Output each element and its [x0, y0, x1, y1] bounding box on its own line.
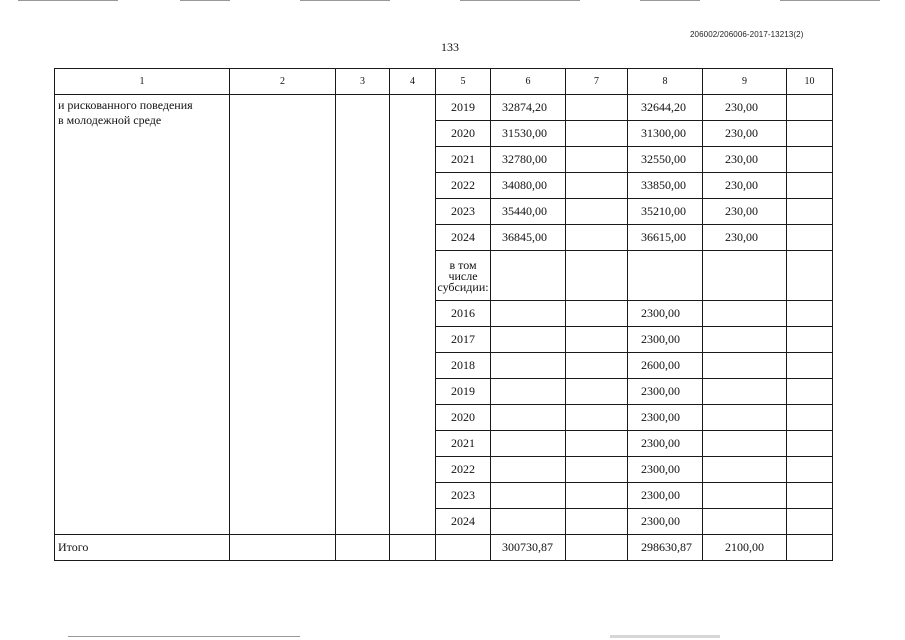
empty-cell — [787, 431, 833, 457]
empty-cell — [390, 535, 436, 561]
empty-cell — [566, 121, 628, 147]
empty-cell — [628, 251, 703, 301]
empty-cell — [787, 173, 833, 199]
year-cell: 2018 — [436, 353, 491, 379]
scan-edge-line — [640, 0, 700, 1]
empty-cell — [566, 483, 628, 509]
column-header: 4 — [390, 69, 436, 95]
amount-cell: 2600,00 — [628, 353, 703, 379]
total-amount-cell: 300730,87 — [491, 535, 566, 561]
empty-cell — [491, 457, 566, 483]
empty-cell — [787, 327, 833, 353]
empty-cell — [491, 251, 566, 301]
empty-cell — [703, 405, 787, 431]
scan-smudge — [610, 635, 720, 638]
empty-cell — [566, 535, 628, 561]
amount-cell: 32550,00 — [628, 147, 703, 173]
year-cell: 2017 — [436, 327, 491, 353]
amount-cell: 230,00 — [703, 199, 787, 225]
empty-cell — [566, 301, 628, 327]
empty-cell — [566, 147, 628, 173]
year-cell: 2020 — [436, 121, 491, 147]
empty-cell — [787, 379, 833, 405]
empty-cell — [787, 121, 833, 147]
amount-cell: 2300,00 — [628, 379, 703, 405]
amount-cell: 230,00 — [703, 173, 787, 199]
empty-cell — [436, 535, 491, 561]
column-header: 2 — [230, 69, 336, 95]
empty-cell — [787, 509, 833, 535]
col3-merged-cell — [336, 95, 390, 535]
amount-cell: 2300,00 — [628, 431, 703, 457]
signature-line — [68, 636, 300, 637]
amount-cell: 31530,00 — [491, 121, 566, 147]
year-cell: 2023 — [436, 483, 491, 509]
empty-cell — [787, 95, 833, 121]
column-header: 8 — [628, 69, 703, 95]
page-number: 133 — [441, 40, 459, 54]
empty-cell — [787, 457, 833, 483]
year-cell: 2021 — [436, 431, 491, 457]
empty-cell — [491, 483, 566, 509]
amount-cell: 230,00 — [703, 147, 787, 173]
empty-cell — [566, 353, 628, 379]
column-header: 9 — [703, 69, 787, 95]
year-cell: 2024 — [436, 225, 491, 251]
empty-cell — [787, 251, 833, 301]
year-cell: 2022 — [436, 173, 491, 199]
empty-cell — [566, 173, 628, 199]
empty-cell — [787, 147, 833, 173]
year-cell: 2016 — [436, 301, 491, 327]
empty-cell — [230, 535, 336, 561]
column-header: 10 — [787, 69, 833, 95]
empty-cell — [491, 431, 566, 457]
empty-cell — [566, 199, 628, 225]
empty-cell — [566, 457, 628, 483]
empty-cell — [703, 483, 787, 509]
empty-cell — [336, 535, 390, 561]
scan-edge-line — [460, 0, 580, 1]
empty-cell — [787, 535, 833, 561]
column-header: 5 — [436, 69, 491, 95]
empty-cell — [566, 509, 628, 535]
empty-cell — [787, 353, 833, 379]
empty-cell — [566, 431, 628, 457]
amount-cell: 32780,00 — [491, 147, 566, 173]
scan-edge-line — [180, 0, 230, 1]
empty-cell — [491, 301, 566, 327]
column-header: 1 — [55, 69, 230, 95]
empty-cell — [566, 405, 628, 431]
empty-cell — [566, 225, 628, 251]
document-id: 206002/206006-2017-13213(2) — [690, 30, 804, 39]
description-line: и рискованного поведения — [58, 98, 193, 112]
year-cell: 2021 — [436, 147, 491, 173]
scan-edge-line — [18, 0, 118, 1]
total-row — [55, 535, 833, 561]
amount-cell: 2300,00 — [628, 457, 703, 483]
empty-cell — [566, 327, 628, 353]
description-line: в молодежной среде — [58, 113, 162, 127]
column-header: 3 — [336, 69, 390, 95]
empty-cell — [703, 457, 787, 483]
amount-cell: 35440,00 — [491, 199, 566, 225]
amount-cell: 33850,00 — [628, 173, 703, 199]
empty-cell — [491, 327, 566, 353]
empty-cell — [703, 431, 787, 457]
empty-cell — [491, 353, 566, 379]
empty-cell — [787, 405, 833, 431]
amount-cell: 36615,00 — [628, 225, 703, 251]
amount-cell: 32644,20 — [628, 95, 703, 121]
subsidy-label: в том числе субсидии: — [436, 251, 491, 301]
empty-cell — [566, 379, 628, 405]
column-header: 6 — [491, 69, 566, 95]
table-header-row — [55, 69, 833, 95]
program-description-cell — [55, 95, 230, 535]
empty-cell — [703, 353, 787, 379]
scan-edge-line — [780, 0, 880, 1]
amount-cell: 32874,20 — [491, 95, 566, 121]
col4-merged-cell — [390, 95, 436, 535]
amount-cell: 36845,00 — [491, 225, 566, 251]
year-cell: 2019 — [436, 379, 491, 405]
amount-cell: 230,00 — [703, 225, 787, 251]
amount-cell: 35210,00 — [628, 199, 703, 225]
col2-merged-cell — [230, 95, 336, 535]
amount-cell: 230,00 — [703, 95, 787, 121]
year-cell: 2024 — [436, 509, 491, 535]
empty-cell — [491, 379, 566, 405]
empty-cell — [787, 225, 833, 251]
empty-cell — [703, 327, 787, 353]
empty-cell — [703, 379, 787, 405]
amount-cell: 230,00 — [703, 121, 787, 147]
empty-cell — [566, 251, 628, 301]
empty-cell — [703, 251, 787, 301]
year-cell: 2022 — [436, 457, 491, 483]
year-cell: 2023 — [436, 199, 491, 225]
amount-cell: 2300,00 — [628, 509, 703, 535]
amount-cell: 2300,00 — [628, 327, 703, 353]
empty-cell — [566, 95, 628, 121]
total-label: Итого — [55, 535, 230, 561]
total-amount-cell: 298630,87 — [628, 535, 703, 561]
empty-cell — [703, 509, 787, 535]
scan-edge-line — [300, 0, 390, 1]
amount-cell: 31300,00 — [628, 121, 703, 147]
total-amount-cell: 2100,00 — [703, 535, 787, 561]
empty-cell — [787, 301, 833, 327]
column-header: 7 — [566, 69, 628, 95]
amount-cell: 2300,00 — [628, 405, 703, 431]
year-cell: 2019 — [436, 95, 491, 121]
amount-cell: 2300,00 — [628, 301, 703, 327]
amount-cell: 2300,00 — [628, 483, 703, 509]
empty-cell — [787, 199, 833, 225]
table-row — [55, 95, 833, 121]
empty-cell — [491, 509, 566, 535]
empty-cell — [787, 483, 833, 509]
year-cell: 2020 — [436, 405, 491, 431]
empty-cell — [491, 405, 566, 431]
budget-table — [54, 68, 833, 561]
amount-cell: 34080,00 — [491, 173, 566, 199]
empty-cell — [703, 301, 787, 327]
